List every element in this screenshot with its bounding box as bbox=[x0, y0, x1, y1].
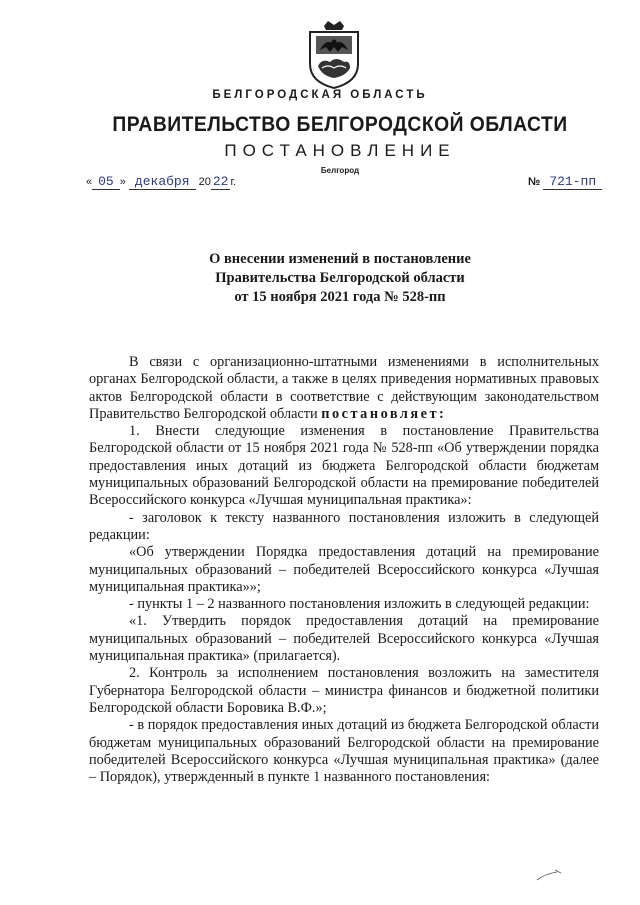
number-label: № bbox=[528, 176, 541, 188]
date-close-quote: » bbox=[119, 176, 126, 188]
title-line: от 15 ноября 2021 года № 528-пп bbox=[234, 289, 446, 305]
title-line: Правительства Белгородской области bbox=[215, 270, 465, 286]
resolves-word: постановляет: bbox=[321, 405, 447, 422]
scan-mark bbox=[535, 868, 565, 884]
body-paragraph: 1. Внести следующие изменения в постановление Правительства Белгородской области от 15 ноября 2021 года № 528-пп «Об утверждении порядка предоставления иных дотаций из бюджета Белгородской области бюджетам муниципальных образований Белгородской области на премирование победителей Всероссийского конкурса «Лучшая муниципальная практика»: bbox=[89, 423, 599, 509]
body-paragraph: - пункты 1 – 2 названного постановления изложить в следующей редакции: bbox=[129, 596, 590, 613]
preamble-paragraph bbox=[89, 354, 599, 423]
body-paragraph: - заголовок к тексту названного постановления изложить в следующей редакции: bbox=[89, 509, 599, 543]
title-line: О внесении изменений в постановление bbox=[209, 251, 471, 267]
region-name: БЕЛГОРОДСКАЯ ОБЛАСТЬ bbox=[212, 89, 428, 101]
government-title: ПРАВИТЕЛЬСТВО БЕЛГОРОДСКОЙ ОБЛАСТИ bbox=[112, 113, 568, 136]
date-year-mark: г. bbox=[230, 176, 237, 188]
date-year-prefix: 20 bbox=[198, 176, 211, 188]
date-year-suffix: 22 bbox=[212, 174, 229, 189]
document-title bbox=[0, 250, 640, 307]
date-day: 05 bbox=[92, 174, 120, 190]
document-body bbox=[89, 354, 599, 786]
document-date bbox=[86, 174, 236, 189]
body-paragraph: «1. Утвердить порядок предоставления дотаций на премирование муниципальных образований – победителей Всероссийского конкурса «Лучшая муниципальная практика» (прилагается). bbox=[89, 613, 599, 665]
date-month: декабря bbox=[129, 174, 196, 190]
document-type: ПОСТАНОВЛЕНИЕ bbox=[224, 141, 456, 160]
document-number bbox=[528, 174, 602, 189]
body-paragraph: «Об утверждении Порядка предоставления дотаций на премирование муниципальных образований – победителей Всероссийского конкурса «Лучшая муниципальная практика»»; bbox=[89, 544, 599, 595]
body-paragraph: - в порядок предоставления иных дотаций из бюджета Белгородской области бюджетам муниципальных образований Белгородской области на премирование победителей Всероссийского конкурса «Лучшая муниципальная практика» (далее – Порядок), утвержденный в пункте 1 названного постановления: bbox=[89, 717, 599, 786]
number-value: 721-пп bbox=[543, 174, 602, 190]
date-open-quote: « bbox=[86, 176, 93, 188]
preamble-text: В связи с организационно-штатными изменениями в исполнительных органах Белгородской области, а также в целях приведения нормативных правовых актов Белгородской области в соответствие с действующим законодательством Правительство Белгородской области bbox=[89, 354, 599, 422]
city-name: Белгород bbox=[320, 166, 360, 175]
belgorod-coat-of-arms-icon bbox=[302, 20, 366, 90]
body-paragraph: 2. Контроль за исполнением постановления возложить на заместителя Губернатора Белгородской области – министра финансов и бюджетной политики Белгородской области Боровика В.Ф.»; bbox=[89, 665, 599, 716]
